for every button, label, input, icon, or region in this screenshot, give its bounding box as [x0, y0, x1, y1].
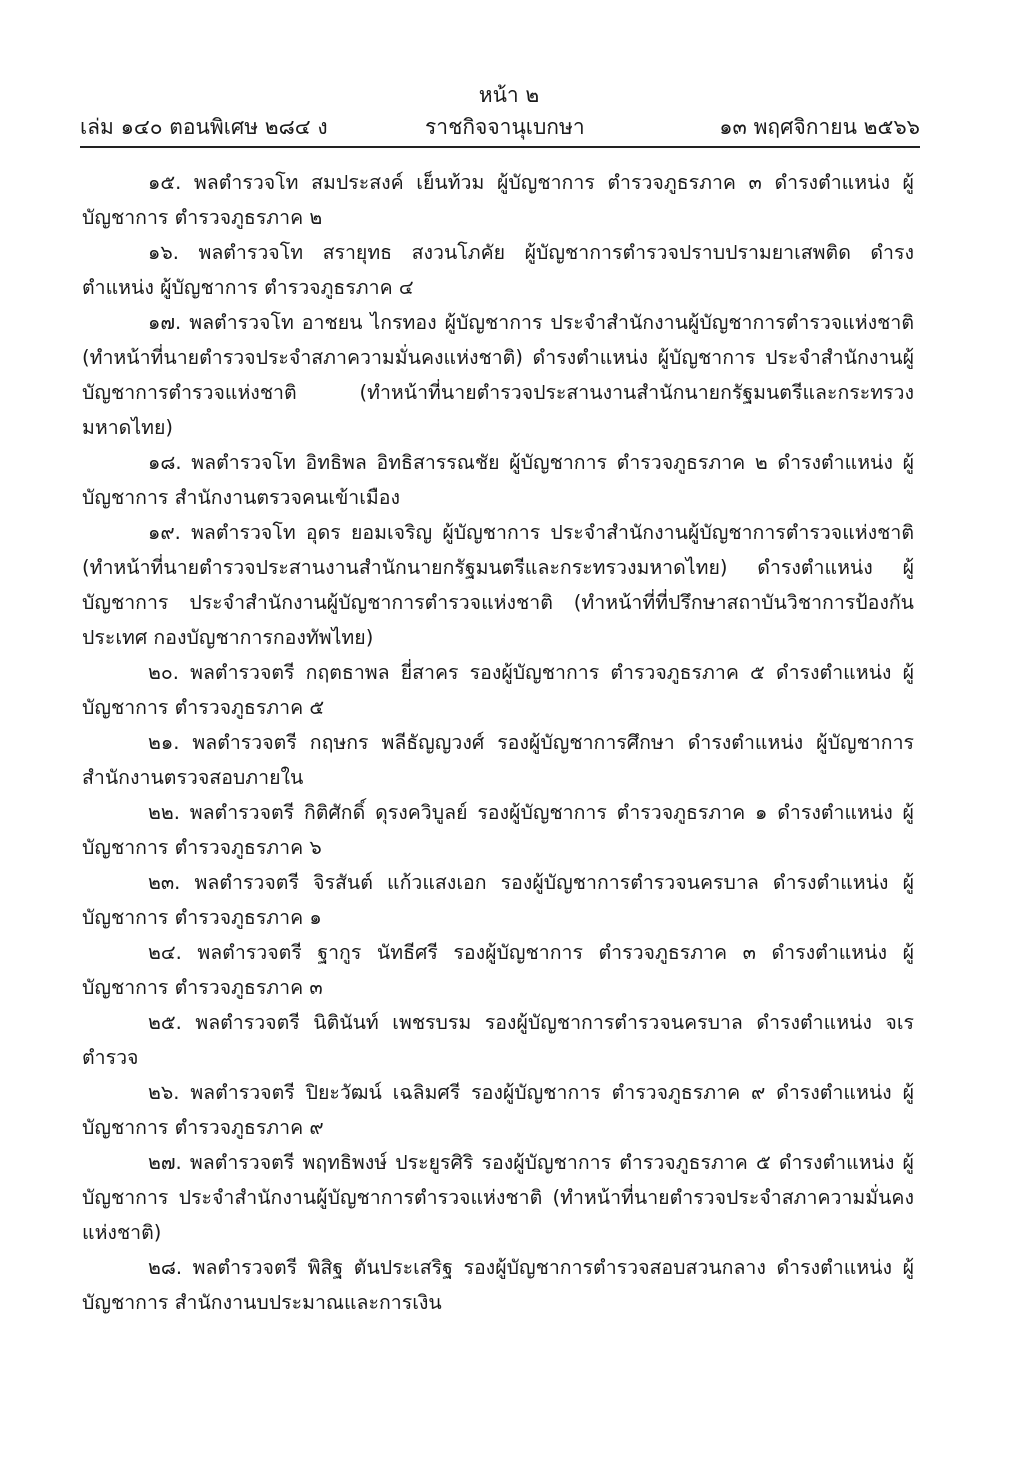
publication-name: ราชกิจจานุเบกษา	[425, 115, 585, 139]
list-item: ๒๐. พลตำรวจตรี กฤตธาพล ยี่สาคร รองผู้บัญชาการ ตำรวจภูธรภาค ๕ ดำรงตำแหน่ง ผู้บัญชาการ ตำรวจภูธรภาค ๕	[82, 661, 914, 719]
header-divider	[80, 146, 920, 148]
list-item: ๒๓. พลตำรวจตรี จิรสันต์ แก้วแสงเอก รองผู้บัญชาการตำรวจนครบาล ดำรงตำแหน่ง ผู้บัญชาการ ตำรวจภูธรภาค ๑	[82, 871, 914, 929]
list-item: ๒๔. พลตำรวจตรี ฐากูร นัทธีศรี รองผู้บัญชาการ ตำรวจภูธรภาค ๓ ดำรงตำแหน่ง ผู้บัญชาการ ตำรวจภูธรภาค ๓	[82, 941, 914, 999]
gazette-meta-row	[80, 110, 920, 144]
list-item: ๑๕. พลตำรวจโท สมประสงค์ เย็นท้วม ผู้บัญชาการ ตำรวจภูธรภาค ๓ ดำรงตำแหน่ง ผู้บัญชาการ ตำรวจภูธรภาค ๒	[82, 171, 914, 229]
list-item: ๑๘. พลตำรวจโท อิทธิพล อิทธิสารรณชัย ผู้บัญชาการ ตำรวจภูธรภาค ๒ ดำรงตำแหน่ง ผู้บัญชาการ สำนักงานตรวจคนเข้าเมือง	[82, 451, 914, 509]
list-item: ๒๕. พลตำรวจตรี นิตินันท์ เพชรบรม รองผู้บัญชาการตำรวจนครบาล ดำรงตำแหน่ง จเรตำรวจ	[82, 1011, 914, 1069]
volume-issue: เล่ม ๑๔๐ ตอนพิเศษ ๒๘๔ ง	[80, 115, 328, 139]
page-header	[80, 80, 920, 148]
list-item: ๒๒. พลตำรวจตรี กิติศักดิ์ ดุรงควิบูลย์ รองผู้บัญชาการ ตำรวจภูธรภาค ๑ ดำรงตำแหน่ง ผู้บัญชาการ ตำรวจภูธรภาค ๖	[82, 801, 914, 859]
list-item: ๒๘. พลตำรวจตรี พิสิฐ ตันประเสริฐ รองผู้บัญชาการตำรวจสอบสวนกลาง ดำรงตำแหน่ง ผู้บัญชาการ สำนักงานบประมาณและการเงิน	[82, 1256, 914, 1314]
list-item: ๑๙. พลตำรวจโท อุดร ยอมเจริญ ผู้บัญชาการ ประจำสำนักงานผู้บัญชาการตำรวจแห่งชาติ (ทำหน้าที่นายตำรวจประสานงานสำนักนายกรัฐมนตรีและกระทรวงมหาดไทย) ดำรงตำแหน่ง ผู้บัญชาการ ประจำสำนักงานผู้บัญชาการตำรวจแห่งชาติ (ทำหน้าที่ที่ปรึกษาสถาบันวิชาการป้องกันประเทศ กองบัญชาการกองทัพไทย)	[82, 521, 914, 649]
document-body	[82, 165, 914, 1320]
list-item: ๑๗. พลตำรวจโท อาชยน ไกรทอง ผู้บัญชาการ ประจำสำนักงานผู้บัญชาการตำรวจแห่งชาติ (ทำหน้าที่นายตำรวจประจำสภาความมั่นคงแห่งชาติ) ดำรงตำแหน่ง ผู้บัญชาการ ประจำสำนักงานผู้บัญชาการตำรวจแห่งชาติ (ทำหน้าที่นายตำรวจประสานงานสำนักนายกรัฐมนตรีและกระทรวงมหาดไทย)	[82, 311, 914, 439]
list-item: ๒๑. พลตำรวจตรี กฤษกร พลีธัญญวงศ์ รองผู้บัญชาการศึกษา ดำรงตำแหน่ง ผู้บัญชาการ สำนักงานตรวจสอบภายใน	[82, 731, 914, 789]
page-number: หน้า ๒	[478, 83, 540, 107]
list-item: ๒๗. พลตำรวจตรี พฤทธิพงษ์ ประยูรศิริ รองผู้บัญชาการ ตำรวจภูธรภาค ๕ ดำรงตำแหน่ง ผู้บัญชาการ ประจำสำนักงานผู้บัญชาการตำรวจแห่งชาติ (ทำหน้าที่นายตำรวจประจำสภาความมั่นคงแห่งชาติ)	[82, 1151, 914, 1244]
publication-date: ๑๓ พฤศจิกายน ๒๕๖๖	[719, 115, 920, 139]
list-item: ๑๖. พลตำรวจโท สรายุทธ สงวนโภคัย ผู้บัญชาการตำรวจปราบปรามยาเสพติด ดำรงตำแหน่ง ผู้บัญชาการ ตำรวจภูธรภาค ๔	[82, 241, 914, 299]
list-item: ๒๖. พลตำรวจตรี ปิยะวัฒน์ เฉลิมศรี รองผู้บัญชาการ ตำรวจภูธรภาค ๙ ดำรงตำแหน่ง ผู้บัญชาการ ตำรวจภูธรภาค ๙	[82, 1081, 914, 1139]
